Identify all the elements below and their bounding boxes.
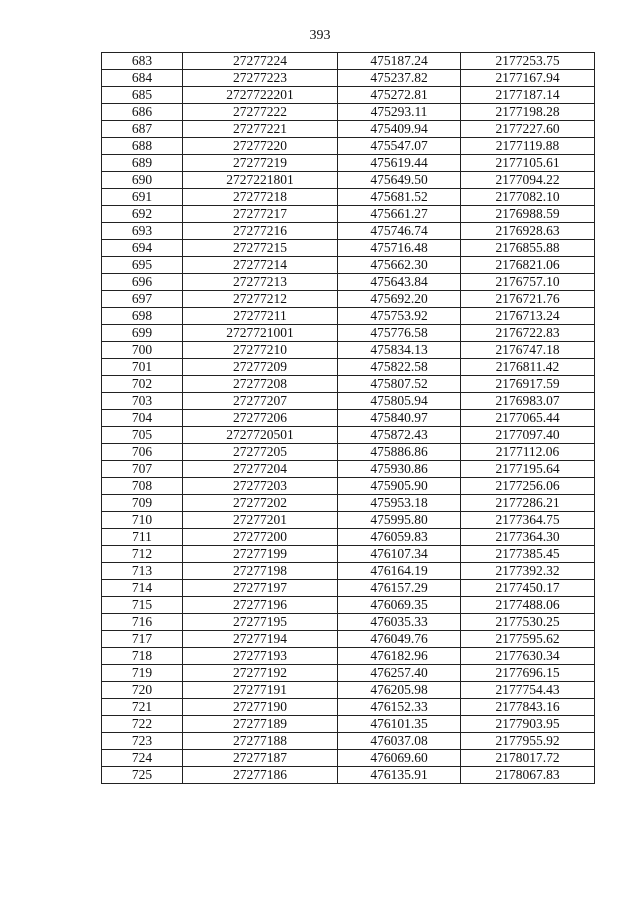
table-row [102, 87, 595, 104]
x-coordinate-cell: 475930.86 [338, 461, 461, 478]
y-coordinate-cell: 2177167.94 [461, 70, 595, 87]
coordinates-table [101, 52, 595, 784]
table-row [102, 240, 595, 257]
point-id-cell: 2727721001 [183, 325, 338, 342]
x-coordinate-cell: 475681.52 [338, 189, 461, 206]
x-coordinate-cell: 476035.33 [338, 614, 461, 631]
point-number-cell: 716 [102, 614, 183, 631]
point-id-cell: 27277190 [183, 699, 338, 716]
table-row [102, 376, 595, 393]
table-row [102, 495, 595, 512]
table-row [102, 155, 595, 172]
y-coordinate-cell: 2177198.28 [461, 104, 595, 121]
x-coordinate-cell: 476069.60 [338, 750, 461, 767]
point-id-cell: 27277205 [183, 444, 338, 461]
point-number-cell: 700 [102, 342, 183, 359]
point-id-cell: 27277187 [183, 750, 338, 767]
point-id-cell: 27277208 [183, 376, 338, 393]
y-coordinate-cell: 2177385.45 [461, 546, 595, 563]
y-coordinate-cell: 2178067.83 [461, 767, 595, 784]
point-id-cell: 27277210 [183, 342, 338, 359]
table-row [102, 342, 595, 359]
table-row [102, 529, 595, 546]
point-id-cell: 27277204 [183, 461, 338, 478]
point-id-cell: 27277214 [183, 257, 338, 274]
x-coordinate-cell: 475872.43 [338, 427, 461, 444]
y-coordinate-cell: 2177754.43 [461, 682, 595, 699]
y-coordinate-cell: 2176855.88 [461, 240, 595, 257]
table-row [102, 427, 595, 444]
table-row [102, 172, 595, 189]
table-row [102, 580, 595, 597]
point-number-cell: 712 [102, 546, 183, 563]
point-id-cell: 27277217 [183, 206, 338, 223]
point-number-cell: 689 [102, 155, 183, 172]
point-number-cell: 690 [102, 172, 183, 189]
x-coordinate-cell: 475753.92 [338, 308, 461, 325]
x-coordinate-cell: 475409.94 [338, 121, 461, 138]
point-number-cell: 710 [102, 512, 183, 529]
x-coordinate-cell: 476152.33 [338, 699, 461, 716]
point-id-cell: 27277224 [183, 53, 338, 70]
table-row [102, 699, 595, 716]
point-number-cell: 706 [102, 444, 183, 461]
y-coordinate-cell: 2177105.61 [461, 155, 595, 172]
point-id-cell: 27277211 [183, 308, 338, 325]
point-id-cell: 27277198 [183, 563, 338, 580]
point-id-cell: 27277202 [183, 495, 338, 512]
x-coordinate-cell: 475805.94 [338, 393, 461, 410]
point-id-cell: 2727722201 [183, 87, 338, 104]
x-coordinate-cell: 475293.11 [338, 104, 461, 121]
point-number-cell: 686 [102, 104, 183, 121]
point-id-cell: 27277189 [183, 716, 338, 733]
y-coordinate-cell: 2177187.14 [461, 87, 595, 104]
x-coordinate-cell: 475834.13 [338, 342, 461, 359]
point-number-cell: 722 [102, 716, 183, 733]
y-coordinate-cell: 2177450.17 [461, 580, 595, 597]
x-coordinate-cell: 476107.34 [338, 546, 461, 563]
point-number-cell: 688 [102, 138, 183, 155]
x-coordinate-cell: 476257.40 [338, 665, 461, 682]
point-id-cell: 27277206 [183, 410, 338, 427]
point-id-cell: 27277222 [183, 104, 338, 121]
page-number: 393 [309, 28, 331, 43]
point-number-cell: 723 [102, 733, 183, 750]
table-row [102, 104, 595, 121]
point-number-cell: 715 [102, 597, 183, 614]
point-id-cell: 27277223 [183, 70, 338, 87]
x-coordinate-cell: 476049.76 [338, 631, 461, 648]
y-coordinate-cell: 2177082.10 [461, 189, 595, 206]
table-row [102, 257, 595, 274]
point-number-cell: 703 [102, 393, 183, 410]
y-coordinate-cell: 2178017.72 [461, 750, 595, 767]
x-coordinate-cell: 475661.27 [338, 206, 461, 223]
x-coordinate-cell: 475619.44 [338, 155, 461, 172]
y-coordinate-cell: 2177227.60 [461, 121, 595, 138]
point-id-cell: 27277213 [183, 274, 338, 291]
x-coordinate-cell: 476182.96 [338, 648, 461, 665]
table-row [102, 597, 595, 614]
y-coordinate-cell: 2176928.63 [461, 223, 595, 240]
y-coordinate-cell: 2176757.10 [461, 274, 595, 291]
point-number-cell: 705 [102, 427, 183, 444]
point-id-cell: 27277216 [183, 223, 338, 240]
point-number-cell: 691 [102, 189, 183, 206]
point-number-cell: 702 [102, 376, 183, 393]
y-coordinate-cell: 2177488.06 [461, 597, 595, 614]
y-coordinate-cell: 2177195.64 [461, 461, 595, 478]
point-number-cell: 708 [102, 478, 183, 495]
table-row [102, 478, 595, 495]
y-coordinate-cell: 2176917.59 [461, 376, 595, 393]
table-row [102, 206, 595, 223]
x-coordinate-cell: 475237.82 [338, 70, 461, 87]
y-coordinate-cell: 2177097.40 [461, 427, 595, 444]
x-coordinate-cell: 475840.97 [338, 410, 461, 427]
table-row [102, 631, 595, 648]
table-row [102, 53, 595, 70]
point-number-cell: 719 [102, 665, 183, 682]
table-row [102, 444, 595, 461]
x-coordinate-cell: 476164.19 [338, 563, 461, 580]
table-row [102, 682, 595, 699]
point-id-cell: 27277212 [183, 291, 338, 308]
point-id-cell: 2727221801 [183, 172, 338, 189]
y-coordinate-cell: 2176988.59 [461, 206, 595, 223]
point-number-cell: 721 [102, 699, 183, 716]
point-id-cell: 27277195 [183, 614, 338, 631]
y-coordinate-cell: 2176983.07 [461, 393, 595, 410]
coordinates-table-body [102, 53, 595, 784]
point-number-cell: 717 [102, 631, 183, 648]
point-number-cell: 696 [102, 274, 183, 291]
table-row [102, 308, 595, 325]
y-coordinate-cell: 2177286.21 [461, 495, 595, 512]
table-row [102, 359, 595, 376]
point-number-cell: 684 [102, 70, 183, 87]
x-coordinate-cell: 475776.58 [338, 325, 461, 342]
y-coordinate-cell: 2177595.62 [461, 631, 595, 648]
x-coordinate-cell: 475746.74 [338, 223, 461, 240]
point-id-cell: 27277199 [183, 546, 338, 563]
point-id-cell: 27277186 [183, 767, 338, 784]
x-coordinate-cell: 475187.24 [338, 53, 461, 70]
point-number-cell: 693 [102, 223, 183, 240]
point-id-cell: 27277196 [183, 597, 338, 614]
point-id-cell: 27277191 [183, 682, 338, 699]
point-number-cell: 699 [102, 325, 183, 342]
point-number-cell: 718 [102, 648, 183, 665]
table-row [102, 138, 595, 155]
table-row [102, 716, 595, 733]
x-coordinate-cell: 475716.48 [338, 240, 461, 257]
x-coordinate-cell: 476101.35 [338, 716, 461, 733]
y-coordinate-cell: 2177696.15 [461, 665, 595, 682]
point-id-cell: 27277219 [183, 155, 338, 172]
table-row [102, 274, 595, 291]
point-id-cell: 27277200 [183, 529, 338, 546]
x-coordinate-cell: 476135.91 [338, 767, 461, 784]
point-id-cell: 2727720501 [183, 427, 338, 444]
y-coordinate-cell: 2177955.92 [461, 733, 595, 750]
x-coordinate-cell: 476157.29 [338, 580, 461, 597]
y-coordinate-cell: 2177903.95 [461, 716, 595, 733]
point-id-cell: 27277193 [183, 648, 338, 665]
point-number-cell: 709 [102, 495, 183, 512]
y-coordinate-cell: 2177256.06 [461, 478, 595, 495]
y-coordinate-cell: 2177094.22 [461, 172, 595, 189]
table-row [102, 546, 595, 563]
point-number-cell: 724 [102, 750, 183, 767]
table-row [102, 665, 595, 682]
table-row [102, 291, 595, 308]
y-coordinate-cell: 2177364.75 [461, 512, 595, 529]
point-id-cell: 27277197 [183, 580, 338, 597]
point-number-cell: 683 [102, 53, 183, 70]
x-coordinate-cell: 476059.83 [338, 529, 461, 546]
x-coordinate-cell: 475953.18 [338, 495, 461, 512]
point-number-cell: 713 [102, 563, 183, 580]
table-row [102, 410, 595, 427]
table-row [102, 767, 595, 784]
x-coordinate-cell: 475692.20 [338, 291, 461, 308]
table-row [102, 614, 595, 631]
y-coordinate-cell: 2177630.34 [461, 648, 595, 665]
x-coordinate-cell: 476205.98 [338, 682, 461, 699]
x-coordinate-cell: 475649.50 [338, 172, 461, 189]
point-number-cell: 685 [102, 87, 183, 104]
point-id-cell: 27277220 [183, 138, 338, 155]
point-id-cell: 27277203 [183, 478, 338, 495]
y-coordinate-cell: 2176811.42 [461, 359, 595, 376]
table-row [102, 121, 595, 138]
point-id-cell: 27277218 [183, 189, 338, 206]
x-coordinate-cell: 476069.35 [338, 597, 461, 614]
y-coordinate-cell: 2177253.75 [461, 53, 595, 70]
table-row [102, 750, 595, 767]
table-row [102, 70, 595, 87]
point-number-cell: 711 [102, 529, 183, 546]
point-id-cell: 27277221 [183, 121, 338, 138]
x-coordinate-cell: 475807.52 [338, 376, 461, 393]
y-coordinate-cell: 2176722.83 [461, 325, 595, 342]
x-coordinate-cell: 475547.07 [338, 138, 461, 155]
x-coordinate-cell: 475272.81 [338, 87, 461, 104]
y-coordinate-cell: 2177530.25 [461, 614, 595, 631]
table-row [102, 648, 595, 665]
point-id-cell: 27277192 [183, 665, 338, 682]
y-coordinate-cell: 2177392.32 [461, 563, 595, 580]
point-id-cell: 27277188 [183, 733, 338, 750]
y-coordinate-cell: 2177364.30 [461, 529, 595, 546]
point-number-cell: 692 [102, 206, 183, 223]
x-coordinate-cell: 475822.58 [338, 359, 461, 376]
table-row [102, 563, 595, 580]
point-number-cell: 695 [102, 257, 183, 274]
point-number-cell: 694 [102, 240, 183, 257]
y-coordinate-cell: 2176713.24 [461, 308, 595, 325]
point-id-cell: 27277194 [183, 631, 338, 648]
table-row [102, 733, 595, 750]
y-coordinate-cell: 2177119.88 [461, 138, 595, 155]
x-coordinate-cell: 476037.08 [338, 733, 461, 750]
point-id-cell: 27277207 [183, 393, 338, 410]
x-coordinate-cell: 475995.80 [338, 512, 461, 529]
table-row [102, 461, 595, 478]
point-number-cell: 698 [102, 308, 183, 325]
point-id-cell: 27277201 [183, 512, 338, 529]
y-coordinate-cell: 2177065.44 [461, 410, 595, 427]
point-number-cell: 725 [102, 767, 183, 784]
x-coordinate-cell: 475886.86 [338, 444, 461, 461]
table-row [102, 189, 595, 206]
point-number-cell: 697 [102, 291, 183, 308]
y-coordinate-cell: 2177112.06 [461, 444, 595, 461]
y-coordinate-cell: 2176721.76 [461, 291, 595, 308]
point-number-cell: 704 [102, 410, 183, 427]
table-row [102, 512, 595, 529]
x-coordinate-cell: 475662.30 [338, 257, 461, 274]
point-id-cell: 27277215 [183, 240, 338, 257]
x-coordinate-cell: 475643.84 [338, 274, 461, 291]
point-id-cell: 27277209 [183, 359, 338, 376]
table-row [102, 223, 595, 240]
point-number-cell: 707 [102, 461, 183, 478]
y-coordinate-cell: 2176821.06 [461, 257, 595, 274]
table-row [102, 393, 595, 410]
table-row [102, 325, 595, 342]
point-number-cell: 687 [102, 121, 183, 138]
point-number-cell: 714 [102, 580, 183, 597]
point-number-cell: 701 [102, 359, 183, 376]
point-number-cell: 720 [102, 682, 183, 699]
y-coordinate-cell: 2176747.18 [461, 342, 595, 359]
x-coordinate-cell: 475905.90 [338, 478, 461, 495]
y-coordinate-cell: 2177843.16 [461, 699, 595, 716]
